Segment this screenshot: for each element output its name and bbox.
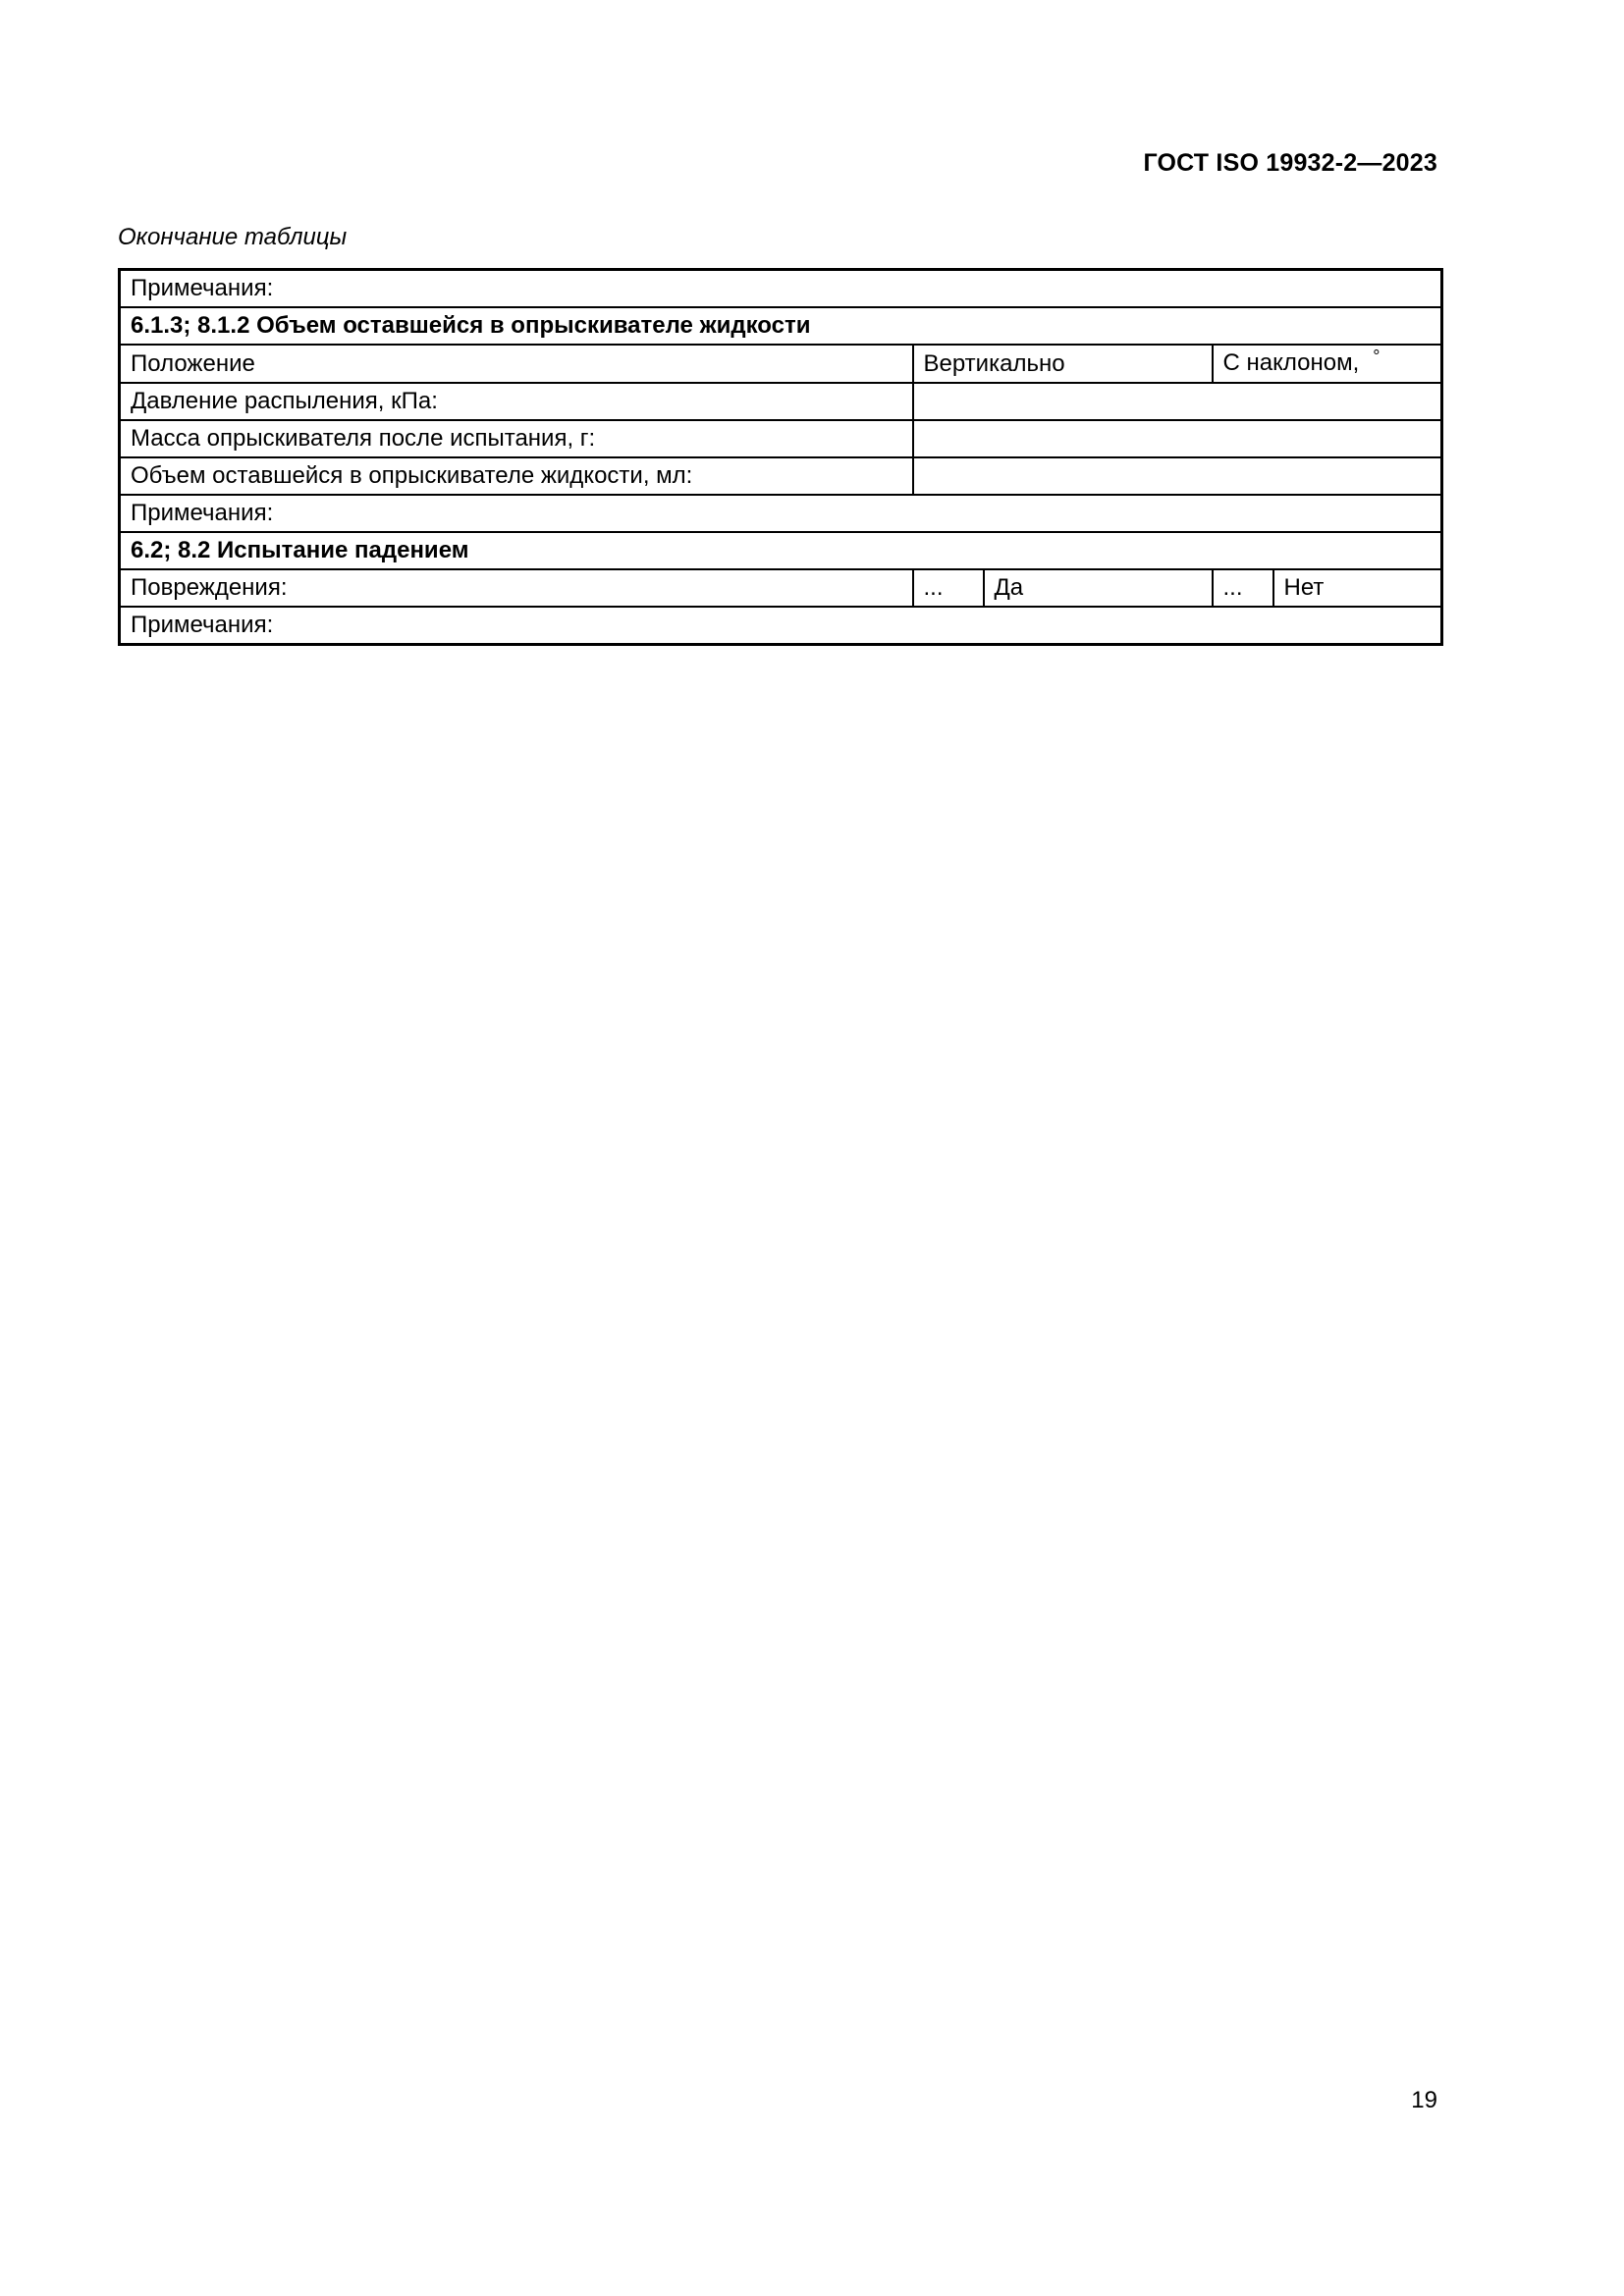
no-marker-field[interactable]: ...: [1213, 569, 1273, 607]
pressure-value-field[interactable]: [913, 383, 1442, 420]
table-caption: Окончание таблицы: [118, 224, 348, 250]
notes-cell: Примечания:: [120, 270, 1442, 308]
yes-label: Да: [984, 569, 1213, 607]
document-code: ГОСТ ISO 19932-2—2023: [1143, 149, 1437, 177]
table-row: [120, 495, 1442, 532]
section-heading: 6.1.3; 8.1.2 Объем оставшейся в опрыскивателе жидкости: [120, 307, 1442, 345]
table-row: [120, 532, 1442, 569]
test-report-table: [118, 268, 1443, 646]
table-row: [120, 420, 1442, 457]
notes-cell: Примечания:: [120, 607, 1442, 645]
pressure-label: Давление распыления, кПа:: [120, 383, 913, 420]
yes-marker-field[interactable]: ...: [913, 569, 984, 607]
table-row: [120, 457, 1442, 495]
vertical-label: Вертикально: [923, 349, 1065, 377]
mass-value-field[interactable]: [913, 420, 1442, 457]
table-row: [120, 607, 1442, 645]
table-row: [120, 307, 1442, 345]
table-row: [120, 345, 1442, 383]
tilt-option: [1213, 345, 1442, 383]
volume-value-field[interactable]: [913, 457, 1442, 495]
table-row: [120, 270, 1442, 308]
notes-cell: Примечания:: [120, 495, 1442, 532]
section-heading: 6.2; 8.2 Испытание падением: [120, 532, 1442, 569]
position-label: Положение: [120, 345, 913, 383]
mass-label: Масса опрыскивателя после испытания, г:: [120, 420, 913, 457]
no-label: Нет: [1273, 569, 1442, 607]
page-number: 19: [1411, 2087, 1437, 2113]
damage-label: Повреждения:: [120, 569, 913, 607]
tilt-label: С наклоном,: [1222, 349, 1360, 376]
table-row: [120, 383, 1442, 420]
vertical-option: [913, 345, 1213, 383]
table-row: [120, 569, 1442, 607]
volume-label: Объем оставшейся в опрыскивателе жидкости, мл:: [120, 457, 913, 495]
degree-symbol: °: [1373, 347, 1380, 366]
